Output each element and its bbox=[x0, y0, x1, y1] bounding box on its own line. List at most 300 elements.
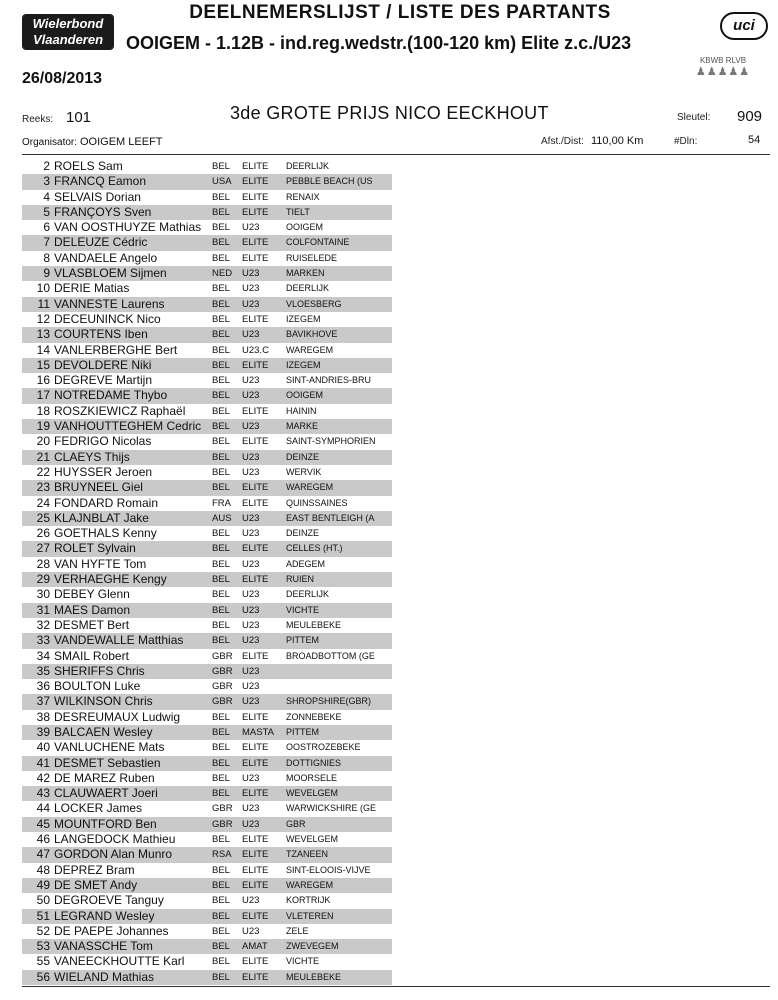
rider-number: 30 bbox=[36, 587, 50, 602]
rider-name: BRUYNEEL Giel bbox=[54, 480, 143, 495]
rider-number: 6 bbox=[43, 220, 50, 235]
distance-label: Afst./Dist: bbox=[541, 136, 584, 147]
rider-category: U23 bbox=[242, 635, 260, 647]
rider-name: ROLET Sylvain bbox=[54, 541, 136, 556]
list-item bbox=[22, 817, 392, 832]
list-item bbox=[22, 664, 392, 679]
list-item bbox=[22, 893, 392, 908]
rider-category: ELITE bbox=[242, 206, 269, 218]
rider-name: GOETHALS Kenny bbox=[54, 526, 157, 541]
rider-name: VLASBLOEM Sijmen bbox=[54, 266, 167, 281]
rider-club: VICHTE bbox=[286, 604, 320, 615]
rider-category: ELITE bbox=[242, 650, 269, 662]
rider-nationality: AUS bbox=[212, 512, 232, 524]
rider-nationality: BEL bbox=[212, 589, 230, 601]
rider-nationality: BEL bbox=[212, 574, 230, 586]
rider-nationality: BEL bbox=[212, 910, 230, 922]
rider-number: 39 bbox=[36, 724, 50, 739]
rider-nationality: FRA bbox=[212, 497, 231, 509]
rider-category: ELITE bbox=[242, 956, 269, 968]
rider-category: U23 bbox=[242, 512, 260, 524]
rider-number: 35 bbox=[36, 663, 50, 678]
list-item bbox=[22, 603, 392, 618]
rider-number: 3 bbox=[43, 174, 50, 189]
rider-nationality: BEL bbox=[212, 941, 230, 953]
rider-name: DEVOLDERE Niki bbox=[54, 357, 152, 372]
list-item bbox=[22, 511, 392, 526]
list-item bbox=[22, 954, 392, 969]
rider-nationality: BEL bbox=[212, 298, 230, 310]
rider-nationality: RSA bbox=[212, 849, 232, 861]
reeks-value: 101 bbox=[66, 109, 92, 126]
rider-category: ELITE bbox=[242, 834, 269, 846]
rider-number: 13 bbox=[36, 327, 50, 342]
rider-category: ELITE bbox=[242, 436, 269, 448]
rider-nationality: USA bbox=[212, 176, 232, 188]
rider-nationality: BEL bbox=[212, 405, 230, 417]
list-item bbox=[22, 235, 392, 250]
rider-nationality: BEL bbox=[212, 528, 230, 540]
rider-name: DELEUZE Cédric bbox=[54, 235, 148, 250]
rider-name: VANNESTE Laurens bbox=[54, 296, 165, 311]
list-item bbox=[22, 266, 392, 281]
rider-nationality: BEL bbox=[212, 191, 230, 203]
rider-nationality: BEL bbox=[212, 344, 230, 356]
list-item bbox=[22, 618, 392, 633]
cyclists-icon: ♟♟♟♟♟ bbox=[695, 66, 751, 78]
rider-number: 22 bbox=[36, 464, 50, 479]
rider-club: WERVIK bbox=[286, 466, 322, 477]
rider-category: U23 bbox=[242, 268, 260, 280]
rider-nationality: BEL bbox=[212, 252, 230, 264]
list-item bbox=[22, 159, 392, 174]
list-item bbox=[22, 557, 392, 572]
list-item bbox=[22, 541, 392, 556]
list-item bbox=[22, 450, 392, 465]
rider-number: 52 bbox=[36, 923, 50, 938]
rider-category: U23 bbox=[242, 298, 260, 310]
list-item bbox=[22, 694, 392, 709]
rider-nationality: BEL bbox=[212, 619, 230, 631]
rider-nationality: BEL bbox=[212, 206, 230, 218]
rider-club: RUIEN bbox=[286, 574, 315, 585]
rider-club: OOSTROZEBEKE bbox=[286, 742, 361, 753]
rider-nationality: BEL bbox=[212, 466, 230, 478]
rider-name: FRANÇOYS Sven bbox=[54, 204, 152, 219]
list-item bbox=[22, 725, 392, 740]
rider-club: DEINZE bbox=[286, 451, 320, 462]
rider-club: MEULEBEKE bbox=[286, 971, 342, 982]
list-item bbox=[22, 327, 392, 342]
list-item bbox=[22, 878, 392, 893]
rider-club: DEERLIJK bbox=[286, 283, 330, 294]
rider-name: WIELAND Mathias bbox=[54, 969, 155, 984]
rider-name: BOULTON Luke bbox=[54, 679, 141, 694]
rider-number: 32 bbox=[36, 617, 50, 632]
rider-name: VANLUCHENE Mats bbox=[54, 740, 165, 755]
rider-club: SINT-ANDRIES-BRU bbox=[286, 375, 372, 386]
rider-category: ELITE bbox=[242, 176, 269, 188]
rider-category: U23 bbox=[242, 222, 260, 234]
rider-category: ELITE bbox=[242, 191, 269, 203]
rider-category: U23 bbox=[242, 772, 260, 784]
rider-name: NOTREDAME Thybo bbox=[54, 388, 168, 403]
reeks-label: Reeks: bbox=[22, 114, 54, 125]
rider-nationality: BEL bbox=[212, 879, 230, 891]
rider-category: ELITE bbox=[242, 482, 269, 494]
rider-club: VLETEREN bbox=[286, 910, 334, 921]
rider-category: U23 bbox=[242, 696, 260, 708]
rider-name: DESMET Sebastien bbox=[54, 755, 161, 770]
rider-nationality: BEL bbox=[212, 451, 230, 463]
participants-value: 54 bbox=[748, 134, 761, 146]
rider-name: FEDRIGO Nicolas bbox=[54, 434, 152, 449]
rider-name: DESREUMAUX Ludwig bbox=[54, 709, 181, 724]
rider-category: U23 bbox=[242, 665, 260, 677]
rider-nationality: BEL bbox=[212, 635, 230, 647]
rider-number: 37 bbox=[36, 694, 50, 709]
rider-nationality: GBR bbox=[212, 696, 233, 708]
list-item bbox=[22, 786, 392, 801]
list-item bbox=[22, 404, 392, 419]
header-divider bbox=[22, 154, 770, 155]
list-item bbox=[22, 572, 392, 587]
rider-category: U23 bbox=[242, 451, 260, 463]
rider-category: ELITE bbox=[242, 971, 269, 983]
rider-number: 19 bbox=[36, 419, 50, 434]
race-name: 3de GROTE PRIJS NICO EECKHOUT bbox=[230, 103, 549, 123]
rider-name: MAES Damon bbox=[54, 602, 131, 617]
rider-name: VANASSCHE Tom bbox=[54, 939, 153, 954]
rider-club: MARKE bbox=[286, 421, 319, 432]
list-item bbox=[22, 909, 392, 924]
logo-text-line-1: Wielerbond bbox=[32, 16, 104, 31]
rider-number: 49 bbox=[36, 877, 50, 892]
rider-name: VANHOUTTEGHEM Cedric bbox=[54, 419, 202, 434]
rider-club: SHROPSHIRE(GBR) bbox=[286, 696, 372, 707]
rider-nationality: BEL bbox=[212, 283, 230, 295]
rider-name: LOCKER James bbox=[54, 801, 143, 816]
rider-name: VANEECKHOUTTE Karl bbox=[54, 954, 185, 969]
rider-number: 20 bbox=[36, 434, 50, 449]
list-item bbox=[22, 771, 392, 786]
rider-nationality: BEL bbox=[212, 390, 230, 402]
rider-club: ZONNEBEKE bbox=[286, 711, 342, 722]
footer-divider bbox=[22, 986, 770, 987]
rider-category: MASTA bbox=[242, 726, 275, 738]
rider-category: U23 bbox=[242, 528, 260, 540]
list-item bbox=[22, 633, 392, 648]
list-item bbox=[22, 343, 392, 358]
rider-number: 18 bbox=[36, 403, 50, 418]
rider-name: HUYSSER Jeroen bbox=[54, 464, 153, 479]
rider-name: CLAEYS Thijs bbox=[54, 449, 130, 464]
rider-number: 11 bbox=[37, 296, 50, 311]
rider-club: DEERLIJK bbox=[286, 589, 330, 600]
logo-text-line-2: Vlaanderen bbox=[32, 32, 104, 47]
rider-name: SELVAIS Dorian bbox=[54, 189, 141, 204]
rider-name: DESMET Bert bbox=[54, 617, 130, 632]
rider-number: 16 bbox=[36, 373, 50, 388]
rider-category: ELITE bbox=[242, 910, 269, 922]
rider-club: WARWICKSHIRE (GE bbox=[286, 803, 377, 814]
rider-club: TZANEEN bbox=[286, 849, 329, 860]
rider-number: 12 bbox=[36, 311, 50, 326]
rider-category: ELITE bbox=[242, 543, 269, 555]
list-item bbox=[22, 174, 392, 189]
rider-club: PITTEM bbox=[286, 635, 319, 646]
rider-nationality: BEL bbox=[212, 543, 230, 555]
rider-number: 44 bbox=[36, 801, 50, 816]
rider-category: ELITE bbox=[242, 574, 269, 586]
rider-number: 41 bbox=[36, 755, 50, 770]
rider-club: PITTEM bbox=[286, 726, 319, 737]
rider-number: 2 bbox=[43, 159, 50, 173]
rider-category: U23 bbox=[242, 681, 260, 693]
rider-number: 14 bbox=[36, 342, 50, 357]
rider-nationality: BEL bbox=[212, 757, 230, 769]
rider-number: 5 bbox=[43, 204, 50, 219]
rider-category: U23 bbox=[242, 895, 260, 907]
list-item bbox=[22, 205, 392, 220]
rider-nationality: BEL bbox=[212, 375, 230, 387]
rider-club: MOORSELE bbox=[286, 772, 338, 783]
rider-name: KLAJNBLAT Jake bbox=[54, 510, 149, 525]
list-item bbox=[22, 358, 392, 373]
rider-nationality: BEL bbox=[212, 726, 230, 738]
rider-number: 47 bbox=[36, 847, 50, 862]
rider-club: OOIGEM bbox=[286, 222, 324, 233]
rider-number: 50 bbox=[36, 893, 50, 908]
rider-club: DOTTIGNIES bbox=[286, 757, 342, 768]
rider-number: 51 bbox=[36, 908, 50, 923]
rider-number: 29 bbox=[36, 572, 50, 587]
organisator-label: Organisator: bbox=[22, 137, 78, 148]
rider-nationality: BEL bbox=[212, 482, 230, 494]
list-item bbox=[22, 924, 392, 939]
page-title: DEELNEMERSLIJST / LISTE DES PARTANTS bbox=[189, 2, 611, 23]
rider-number: 33 bbox=[36, 633, 50, 648]
rider-name: DEGREVE Martijn bbox=[54, 373, 153, 388]
rider-club: EAST BENTLEIGH (A bbox=[286, 512, 375, 523]
rider-club: SAINT-SYMPHORIEN bbox=[286, 436, 376, 447]
rider-name: ROELS Sam bbox=[54, 159, 123, 173]
list-item bbox=[22, 281, 392, 296]
race-subtitle: OOIGEM - 1.12B - ind.reg.wedstr.(100-120 km) Elite z.c./U23 bbox=[126, 33, 632, 53]
rider-number: 23 bbox=[36, 480, 50, 495]
rider-number: 36 bbox=[36, 679, 50, 694]
list-item bbox=[22, 970, 392, 985]
rider-name: DE MAREZ Ruben bbox=[54, 770, 155, 785]
rider-club: WAREGEM bbox=[286, 482, 334, 493]
rider-name: DECEUNINCK Nico bbox=[54, 311, 161, 326]
rider-club: MEULEBEKE bbox=[286, 619, 342, 630]
rider-name: VANLERBERGHE Bert bbox=[54, 342, 178, 357]
rider-number: 10 bbox=[36, 281, 50, 296]
rider-number: 8 bbox=[43, 250, 50, 265]
wielerbond-vlaanderen-logo bbox=[22, 14, 114, 50]
list-item bbox=[22, 465, 392, 480]
rider-club: HAININ bbox=[286, 405, 317, 416]
list-item bbox=[22, 679, 392, 694]
rider-nationality: BEL bbox=[212, 329, 230, 341]
rider-category: ELITE bbox=[242, 711, 269, 723]
rider-category: U23 bbox=[242, 390, 260, 402]
rider-category: ELITE bbox=[242, 864, 269, 876]
rider-category: ELITE bbox=[242, 742, 269, 754]
rider-category: U23 bbox=[242, 466, 260, 478]
rider-nationality: BEL bbox=[212, 222, 230, 234]
list-item bbox=[22, 419, 392, 434]
rider-club: CELLES (HT.) bbox=[286, 543, 343, 554]
list-item bbox=[22, 649, 392, 664]
rider-name: CLAUWAERT Joeri bbox=[54, 786, 158, 801]
rider-club: ZWEVEGEM bbox=[286, 941, 339, 952]
rider-nationality: BEL bbox=[212, 161, 230, 172]
list-item bbox=[22, 526, 392, 541]
rider-nationality: BEL bbox=[212, 237, 230, 249]
rider-nationality: GBR bbox=[212, 665, 233, 677]
rider-nationality: BEL bbox=[212, 772, 230, 784]
rider-nationality: BEL bbox=[212, 558, 230, 570]
rider-number: 25 bbox=[36, 510, 50, 525]
rider-name: VANDAELE Angelo bbox=[54, 250, 158, 265]
rider-club: DEINZE bbox=[286, 528, 320, 539]
rider-number: 55 bbox=[36, 954, 50, 969]
rider-category: ELITE bbox=[242, 788, 269, 800]
rider-category: U23 bbox=[242, 925, 260, 937]
rider-category: ELITE bbox=[242, 161, 269, 172]
rider-category: ELITE bbox=[242, 359, 269, 371]
rider-name: DEGROEVE Tanguy bbox=[54, 893, 164, 908]
rider-nationality: BEL bbox=[212, 711, 230, 723]
rider-name: BALCAEN Wesley bbox=[54, 724, 153, 739]
rider-club: PEBBLE BEACH (US bbox=[286, 176, 373, 187]
rider-club: ADEGEM bbox=[286, 558, 326, 569]
rider-club: RENAIX bbox=[286, 191, 320, 202]
rider-category: U23 bbox=[242, 604, 260, 616]
rider-club: WAREGEM bbox=[286, 879, 334, 890]
list-item bbox=[22, 388, 392, 403]
rider-club: VLOESBERG bbox=[286, 298, 342, 309]
rider-club: VICHTE bbox=[286, 956, 320, 967]
rider-category: AMAT bbox=[242, 941, 268, 953]
rider-number: 53 bbox=[36, 939, 50, 954]
sleutel-value: 909 bbox=[737, 108, 763, 125]
rider-name: VERHAEGHE Kengy bbox=[54, 572, 167, 587]
distance-value: 110,00 Km bbox=[591, 135, 644, 147]
rider-category: U23 bbox=[242, 803, 260, 815]
rider-number: 15 bbox=[36, 357, 50, 372]
rider-nationality: BEL bbox=[212, 834, 230, 846]
rider-number: 26 bbox=[36, 526, 50, 541]
rider-category: U23 bbox=[242, 283, 260, 295]
rider-club: WAREGEM bbox=[286, 344, 334, 355]
list-item bbox=[22, 740, 392, 755]
rider-name: FONDARD Romain bbox=[54, 495, 159, 510]
rider-name: WILKINSON Chris bbox=[54, 694, 153, 709]
list-item bbox=[22, 847, 392, 862]
rider-club: BAVIKHOVE bbox=[286, 329, 338, 340]
rider-nationality: BEL bbox=[212, 864, 230, 876]
rider-nationality: GBR bbox=[212, 681, 233, 693]
rider-club: TIELT bbox=[286, 206, 310, 217]
rider-category: U23 bbox=[242, 589, 260, 601]
list-item bbox=[22, 220, 392, 235]
list-item bbox=[22, 863, 392, 878]
list-item bbox=[22, 587, 392, 602]
rider-name: VAN HYFTE Tom bbox=[54, 556, 147, 571]
rider-number: 21 bbox=[36, 449, 50, 464]
participants-label: #Dln: bbox=[674, 136, 698, 147]
rider-category: ELITE bbox=[242, 879, 269, 891]
rider-nationality: BEL bbox=[212, 359, 230, 371]
kbwb-logo-text: KBWB RLVB bbox=[699, 56, 747, 65]
list-item bbox=[22, 312, 392, 327]
rider-nationality: GBR bbox=[212, 803, 233, 815]
rider-name: DE SMET Andy bbox=[54, 877, 138, 892]
organisator-value: OOIGEM LEEFT bbox=[80, 136, 163, 148]
rider-club: WEVELGEM bbox=[286, 834, 339, 845]
rider-nationality: BEL bbox=[212, 604, 230, 616]
rider-nationality: BEL bbox=[212, 895, 230, 907]
rider-name: SMAIL Robert bbox=[54, 648, 129, 663]
rider-number: 17 bbox=[36, 388, 50, 403]
rider-number: 31 bbox=[36, 602, 50, 617]
rider-number: 48 bbox=[36, 862, 50, 877]
rider-nationality: BEL bbox=[212, 971, 230, 983]
rider-name: VAN OOSTHUYZE Mathias bbox=[54, 220, 202, 235]
rider-number: 24 bbox=[36, 495, 50, 510]
rider-name: FRANCQ Eamon bbox=[54, 174, 147, 189]
rider-name: MOUNTFORD Ben bbox=[54, 816, 157, 831]
rider-category: ELITE bbox=[242, 405, 269, 417]
rider-number: 9 bbox=[43, 266, 50, 281]
rider-category: U23 bbox=[242, 421, 260, 433]
rider-name: DE PAEPE Johannes bbox=[54, 923, 169, 938]
rider-nationality: GBR bbox=[212, 818, 233, 830]
rider-club: QUINSSAINES bbox=[286, 497, 348, 508]
list-item bbox=[22, 297, 392, 312]
rider-club: SINT-ELOOIS-VIJVE bbox=[286, 864, 371, 875]
rider-name: ROSZKIEWICZ Raphaël bbox=[54, 403, 186, 418]
rider-category: ELITE bbox=[242, 313, 269, 325]
list-item bbox=[22, 801, 392, 816]
rider-number: 27 bbox=[36, 541, 50, 556]
rider-number: 38 bbox=[36, 709, 50, 724]
race-date: 26/08/2013 bbox=[22, 70, 103, 87]
list-item bbox=[22, 190, 392, 205]
rider-name: VANDEWALLE Matthias bbox=[54, 633, 184, 648]
rider-nationality: BEL bbox=[212, 925, 230, 937]
rider-name: LANGEDOCK Mathieu bbox=[54, 832, 176, 847]
rider-name: GORDON Alan Munro bbox=[54, 847, 173, 862]
rider-list bbox=[22, 159, 392, 985]
rider-club: KORTRIJK bbox=[286, 895, 331, 906]
rider-club: RUISELEDE bbox=[286, 252, 338, 263]
rider-number: 43 bbox=[36, 786, 50, 801]
rider-category: U23 bbox=[242, 375, 260, 387]
rider-nationality: BEL bbox=[212, 313, 230, 325]
rider-category: ELITE bbox=[242, 849, 269, 861]
rider-name: DERIE Matias bbox=[54, 281, 130, 296]
rider-club: COLFONTAINE bbox=[286, 237, 350, 248]
rider-nationality: BEL bbox=[212, 956, 230, 968]
rider-nationality: NED bbox=[212, 268, 233, 280]
rider-number: 34 bbox=[36, 648, 50, 663]
rider-club: GBR bbox=[286, 818, 306, 829]
rider-name: DEPREZ Bram bbox=[54, 862, 135, 877]
